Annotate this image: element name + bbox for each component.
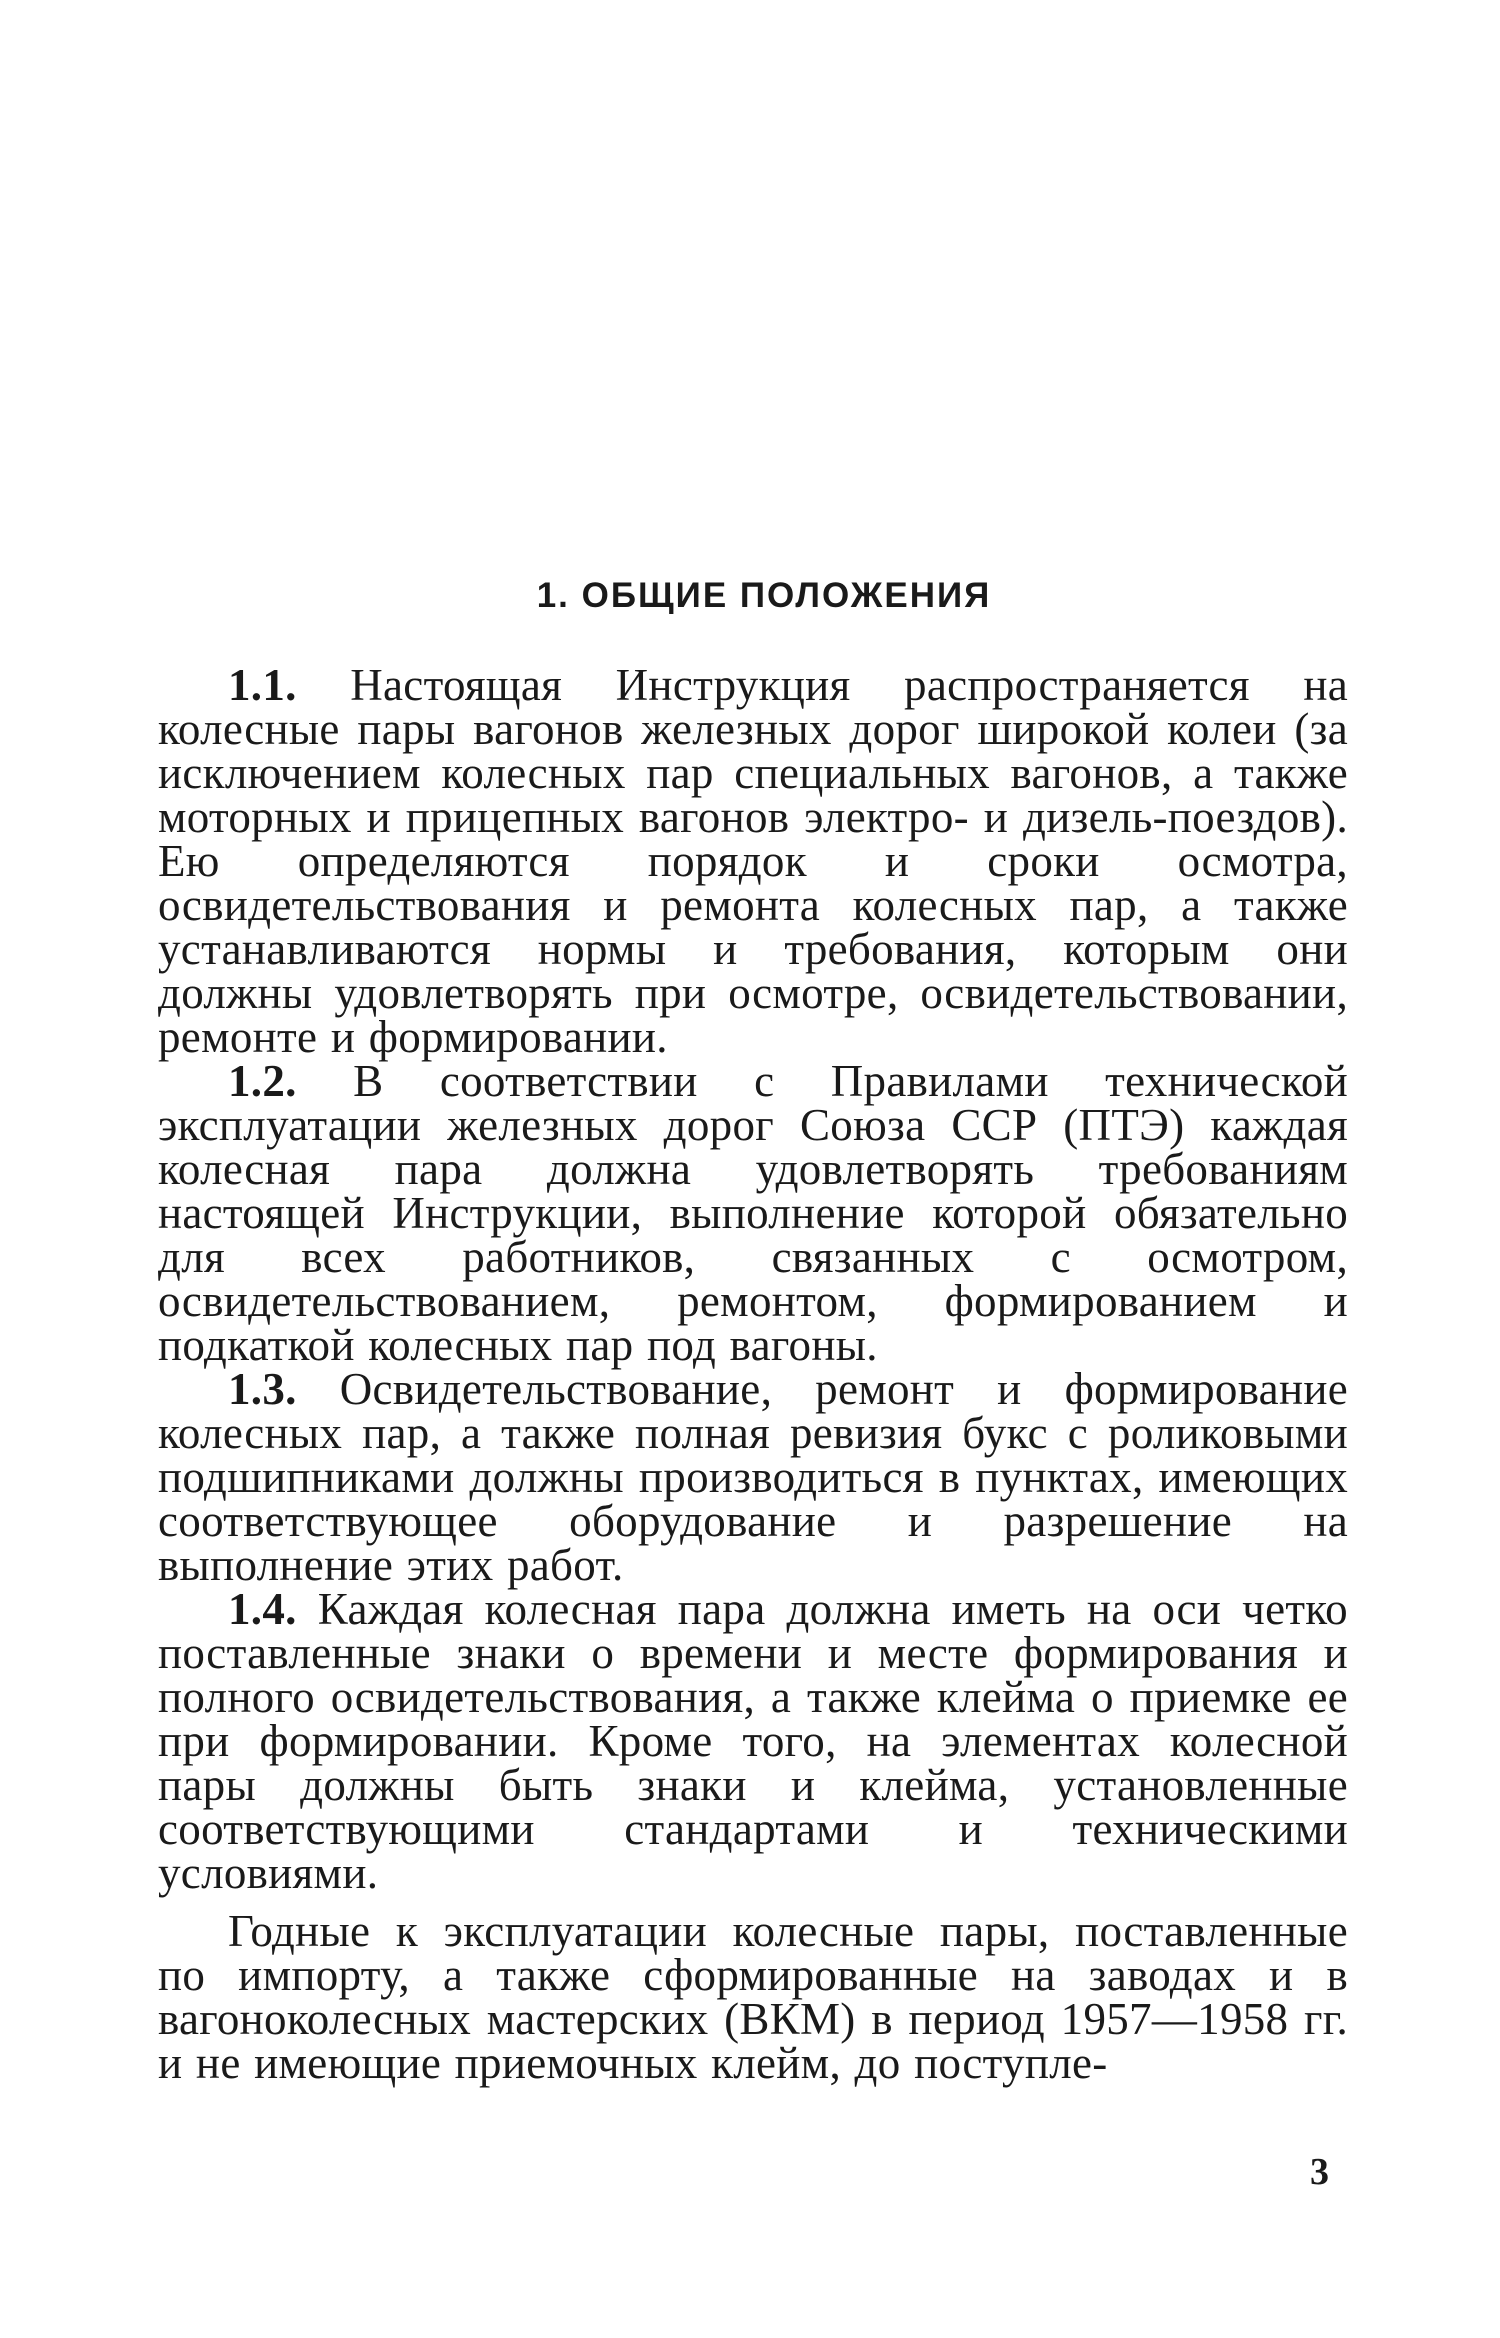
- paragraph-text: Настоящая Инструкция распространяется на колесные пары вагонов железных дорог широкой колеи (за исключением колесных пар специальных вагонов, а также моторных и прицепных вагонов электро- и дизель-поездов). Ею определяются порядок и сроки осмотра, освидетельствования и ремонта колесных пар, а также устанавливаются нормы и требования, которым они должны удовлетворять при осмотре, освидетельствовании, ремонте и формировании.: [158, 660, 1348, 1062]
- paragraph-1-3: [158, 1364, 1348, 1590]
- paragraph-text: Освидетельствование, ремонт и формирование колесных пар, а также полная ревизия букс с роликовыми подшипниками должны производиться в пунктах, имеющих соответствующее оборудование и разрешение на выполнение этих работ.: [158, 1364, 1348, 1590]
- paragraph-continuation: [158, 1906, 1348, 2088]
- paragraph-text: Каждая колесная пара должна иметь на оси четко поставленные знаки о времени и месте формирования и полного освидетельствования, а также клейма о приемке ее при формировании. Кроме того, на элементах колесной пары должны быть знаки и клейма, установленные соответствующими стандартами и техническими условиями.: [158, 1584, 1348, 1898]
- paragraph-1-2: [158, 1056, 1348, 1370]
- paragraph-number: 1.2.: [228, 1056, 297, 1106]
- paragraph-text: В соответствии с Правилами технической эксплуатации железных дорог Союза ССР (ПТЭ) каждая колесная пара должна удовлетворять требованиям настоящей Инструкции, выполнение которой обязательно для всех работников, связанных с осмотром, освидетельствованием, ремонтом, формированием и подкаткой колесных пар под вагоны.: [158, 1056, 1348, 1370]
- page-number: 3: [1310, 2151, 1329, 2193]
- paragraph-1-4: [158, 1584, 1348, 1898]
- body-text: [158, 660, 1348, 2088]
- paragraph-number: 1.4.: [228, 1584, 297, 1634]
- section-heading: 1. ОБЩИЕ ПОЛОЖЕНИЯ: [536, 576, 992, 615]
- paragraph-1-1: [158, 660, 1348, 1062]
- paragraph-number: 1.1.: [228, 660, 297, 710]
- paragraph-text: Годные к эксплуатации колесные пары, поставленные по импорту, а также сформированные на заводах и в вагоноколесных мастерских (ВКМ) в период 1957—1958 гг. и не имеющие приемочных клейм, до поступле-: [158, 1906, 1348, 2088]
- paragraph-number: 1.3.: [228, 1364, 297, 1414]
